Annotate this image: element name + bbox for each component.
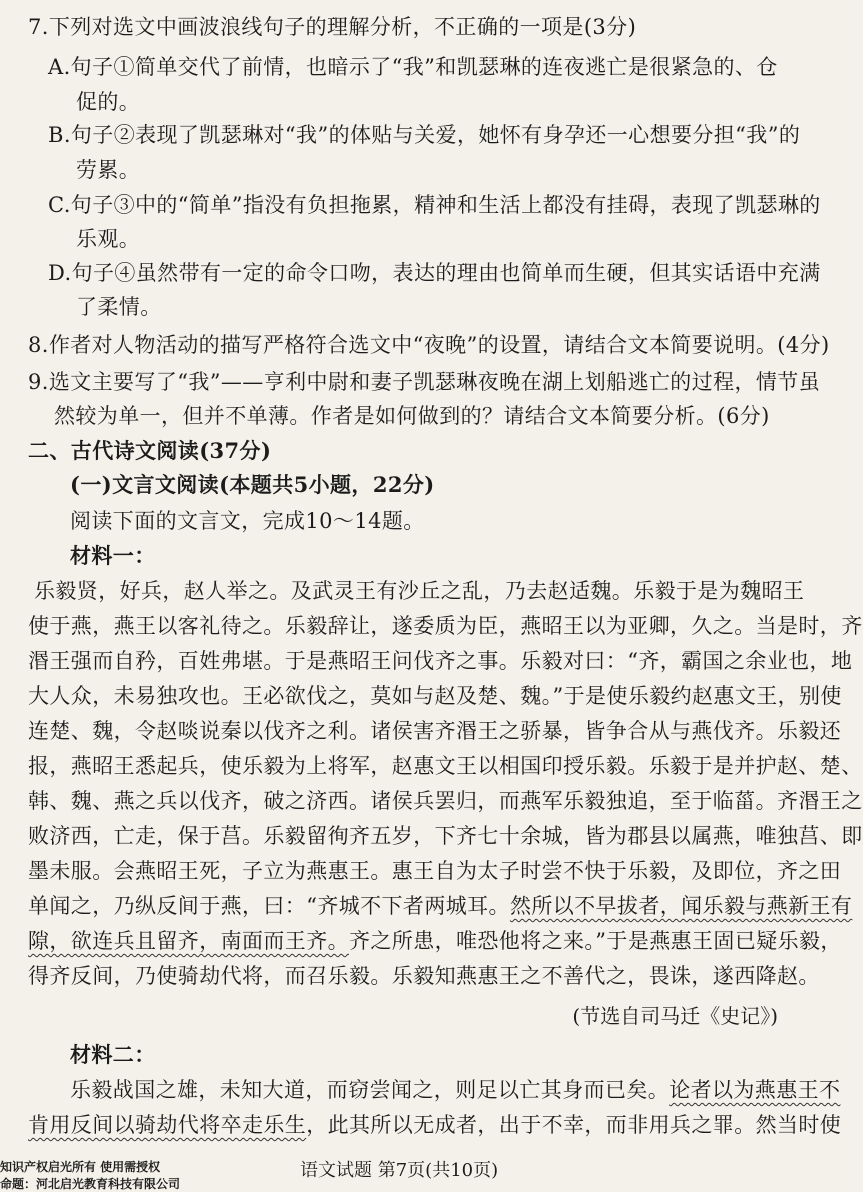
section-2-title: 二、古代诗文阅读(37分) bbox=[28, 438, 272, 463]
plain-text: 齐之所患，唯恐他将之来。”于是燕惠王固已疑乐毅， bbox=[349, 929, 842, 953]
plain-text: ，此其所以无成者，出于不幸，而非用兵之罪。然当时使 bbox=[306, 1113, 842, 1137]
material-1-line: 败济西，亡走，保于莒。乐毅留徇齐五岁，下齐七十余城，皆为郡县以属燕，唯独莒、即 bbox=[28, 824, 863, 848]
material-1-line: 湣王强而自矜，百姓弗堪。于是燕昭王问伐齐之事。乐毅对曰：“齐，霸国之余业也，地 bbox=[28, 649, 853, 673]
option-a-line-2: 促的。 bbox=[76, 90, 141, 114]
reading-instruction: 阅读下面的文言文，完成10～14题。 bbox=[70, 509, 425, 533]
publisher-notice: 命题：河北启光教育科技有限公司 bbox=[0, 1177, 181, 1191]
option-b-line-2: 劳累。 bbox=[76, 158, 141, 182]
page-number: 语文试题 第7页(共10页) bbox=[300, 1160, 499, 1181]
material-1-line: 墨未服。会燕昭王死，子立为燕惠王。惠王自为太子时尝不快于乐毅，及即位，齐之田 bbox=[28, 859, 842, 883]
wavy-underlined-sentence: 然所以不早拔者，闻乐毅与燕新王有 bbox=[509, 894, 853, 918]
question-9-line-1: 9.选文主要写了“我”——亨利中尉和妻子凯瑟琳夜晚在湖上划船逃亡的过程，情节虽 bbox=[28, 370, 821, 394]
material-1-line: 报，燕昭王悉起兵，使乐毅为上将军，赵惠文王以相国印授乐毅。乐毅于是并护赵、楚、 bbox=[28, 754, 863, 778]
material-2-title: 材料二： bbox=[70, 1042, 156, 1067]
question-8-stem: 8.作者对人物活动的描写严格符合选文中“夜晚”的设置，请结合文本简要说明。(4分) bbox=[28, 333, 830, 357]
material-2-line-1 bbox=[70, 1075, 840, 1105]
option-c-line-2: 乐观。 bbox=[76, 227, 141, 251]
option-c-line-1: C.句子③中的“简单”指没有负担拖累，精神和生活上都没有挂碍，表现了凯瑟琳的 bbox=[48, 193, 821, 217]
material-1-source: (节选自司马迁《史记》) bbox=[572, 1004, 778, 1028]
material-1-line: 大人众，未易独攻也。王必欲伐之，莫如与赵及楚、魏。”于是使乐毅约赵惠文王，别使 bbox=[28, 684, 842, 708]
plain-text: 乐毅战国之雄，未知大道，而窃尝闻之，则足以亡其身而已矣。 bbox=[70, 1078, 670, 1102]
copyright-notice: 知识产权启光所有 使用需授权 bbox=[0, 1160, 161, 1174]
material-1-line: 乐毅贤，好兵，赵人举之。及武灵王有沙丘之乱，乃去赵适魏。乐毅于是为魏昭王 bbox=[34, 579, 805, 603]
material-1-line: 连楚、魏，令赵啖说秦以伐齐之利。诸侯害齐湣王之骄暴，皆争合从与燕伐齐。乐毅还 bbox=[28, 719, 842, 743]
question-9-line-2: 然较为单一，但并不单薄。作者是如何做到的？请结合文本简要分析。(6分) bbox=[54, 404, 770, 428]
material-1-line-wavy-start bbox=[28, 891, 852, 921]
option-d-line-1: D.句子④虽然带有一定的命令口吻，表达的理由也简单而生硬，但其实话语中充满 bbox=[48, 261, 821, 285]
option-a-line-1: A.句子①简单交代了前情，也暗示了“我”和凯瑟琳的连夜逃亡是很紧急的、仓 bbox=[48, 55, 778, 79]
wavy-underlined-sentence: 肯用反间以骑劫代将卒走乐生 bbox=[28, 1113, 307, 1137]
material-1-last-line: 得齐反间，乃使骑劫代将，而召乐毅。乐毅知燕惠王之不善代之，畏诛，遂西降赵。 bbox=[28, 964, 820, 988]
material-1-line-wavy-end bbox=[28, 926, 842, 956]
wavy-underlined-sentence: 论者以为燕惠王不 bbox=[669, 1078, 841, 1102]
material-1-line: 韩、魏、燕之兵以伐齐，破之济西。诸侯兵罢归，而燕军乐毅独追，至于临菑。齐湣王之 bbox=[28, 789, 863, 813]
option-d-line-2: 了柔情。 bbox=[76, 295, 162, 319]
material-1-line: 使于燕，燕王以客礼待之。乐毅辞让，遂委质为臣，燕昭王以为亚卿，久之。当是时，齐 bbox=[28, 614, 863, 638]
material-2-line-2 bbox=[28, 1110, 841, 1140]
plain-text: 单闻之，乃纵反间于燕，曰：“齐城不下者两城耳。 bbox=[28, 894, 510, 918]
question-7-stem: 7.下列对选文中画波浪线句子的理解分析，不正确的一项是(3分) bbox=[28, 15, 637, 39]
wavy-underlined-sentence: 隙，欲连兵且留齐，南面而王齐。 bbox=[28, 929, 349, 953]
option-b-line-1: B.句子②表现了凯瑟琳对“我”的体贴与关爱，她怀有身孕还一心想要分担“我”的 bbox=[48, 123, 801, 147]
material-1-title: 材料一： bbox=[70, 543, 156, 568]
subsection-title: (一)文言文阅读(本题共5小题，22分) bbox=[70, 472, 435, 497]
